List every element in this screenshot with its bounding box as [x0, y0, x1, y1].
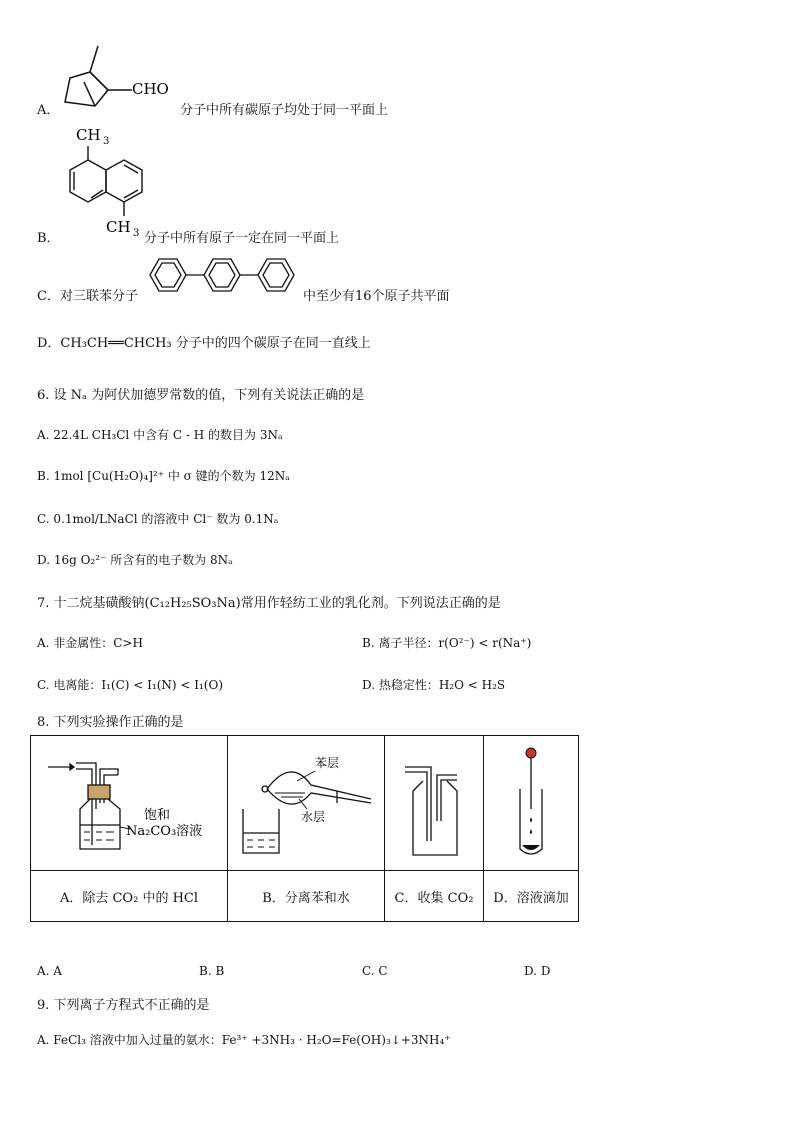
q7-option-d: D. 热稳定性：H₂O < H₂S — [362, 678, 506, 692]
q6-stem: 6. 设 Nₐ 为阿伏加德罗常数的值，下列有关说法正确的是 — [37, 388, 365, 403]
q6-option-a: A. 22.4L CH₃Cl 中含有 C - H 的数目为 3Nₐ — [37, 428, 283, 442]
gas-collection-bottle-figure — [387, 737, 481, 865]
q5-option-c-text: 中至少有16个原子共平面 — [303, 289, 450, 304]
figure-a-cell — [31, 736, 228, 871]
q9-stem: 9. 下列离子方程式不正确的是 — [37, 998, 210, 1013]
q7-option-b: B. 离子半径：r(O²⁻) < r(Na⁺) — [362, 636, 532, 650]
q5-option-a-text: 分子中所有碳原子均处于同一平面上 — [180, 103, 389, 118]
caption-a: A．除去 CO₂ 中的 HCl — [31, 871, 228, 922]
dropper-test-tube-figure — [486, 737, 576, 865]
fig-b-label-benzene: 苯层 — [315, 756, 340, 770]
cho-group-text: CHO — [132, 80, 169, 98]
figure-c-cell — [385, 736, 484, 871]
q9-option-a: A. FeCl₃ 溶液中加入过量的氨水：Fe³⁺ +3NH₃ · H₂O=Fe(OH)₃↓+3NH₄⁺ — [37, 1033, 451, 1047]
experiment-table — [30, 735, 579, 922]
ch3-top-text: CH — [76, 126, 101, 144]
figure-d-cell — [484, 736, 579, 871]
q6-option-b: B. 1mol [Cu(H₂O)₄]²⁺ 中 σ 键的个数为 12Nₐ — [37, 469, 290, 483]
fig-a-label-solution: Na₂CO₃溶液 — [126, 824, 203, 839]
caption-d: D．溶液滴加 — [484, 871, 579, 922]
q5-option-b-text: 分子中所有原子一定在同一平面上 — [144, 231, 340, 246]
bicyclic-aldehyde-structure — [60, 42, 185, 110]
q8-choice-a: A. A — [37, 964, 62, 978]
gas-washing-bottle-figure — [34, 737, 224, 865]
q7-stem: 7. 十二烷基磺酸钠(C₁₂H₂₅SO₃Na)常用作轻纺工业的乳化剂。下列说法正确的是 — [37, 596, 501, 611]
svg-text:3: 3 — [103, 136, 110, 147]
svg-text:3: 3 — [133, 228, 140, 239]
q5-option-b-label: B． — [37, 231, 60, 246]
q6-option-d: D. 16g O₂²⁻ 所含有的电子数为 8Nₐ — [37, 553, 233, 567]
q5-option-c-label: C．对三联苯分子 — [37, 289, 138, 304]
caption-c: C．收集 CO₂ — [385, 871, 484, 922]
q5-option-d: D．CH₃CH══CHCH₃ 分子中的四个碳原子在同一直线上 — [37, 336, 371, 351]
q8-choice-c: C. C — [362, 964, 388, 978]
q8-stem: 8. 下列实验操作正确的是 — [37, 715, 184, 730]
fig-a-label-saturated: 饱和 — [144, 808, 171, 823]
q7-option-a: A. 非金属性：C>H — [37, 636, 143, 650]
q8-choice-d: D. D — [524, 964, 551, 978]
q6-option-c: C. 0.1mol/LNaCl 的溶液中 Cl⁻ 数为 0.1Nₐ — [37, 512, 279, 526]
q7-option-c: C. 电离能：I₁(C) < I₁(N) < I₁(O) — [37, 678, 224, 692]
ch3-bottom-text: CH — [106, 218, 131, 236]
fig-b-label-water: 水层 — [301, 810, 326, 824]
figure-b-cell — [228, 736, 385, 871]
caption-b: B．分离苯和水 — [228, 871, 385, 922]
q5-option-a-label: A． — [37, 103, 60, 118]
dimethylnaphthalene-structure — [58, 120, 148, 240]
terphenyl-structure — [146, 256, 302, 296]
q8-choice-b: B. B — [199, 964, 225, 978]
separatory-funnel-figure — [231, 737, 381, 865]
